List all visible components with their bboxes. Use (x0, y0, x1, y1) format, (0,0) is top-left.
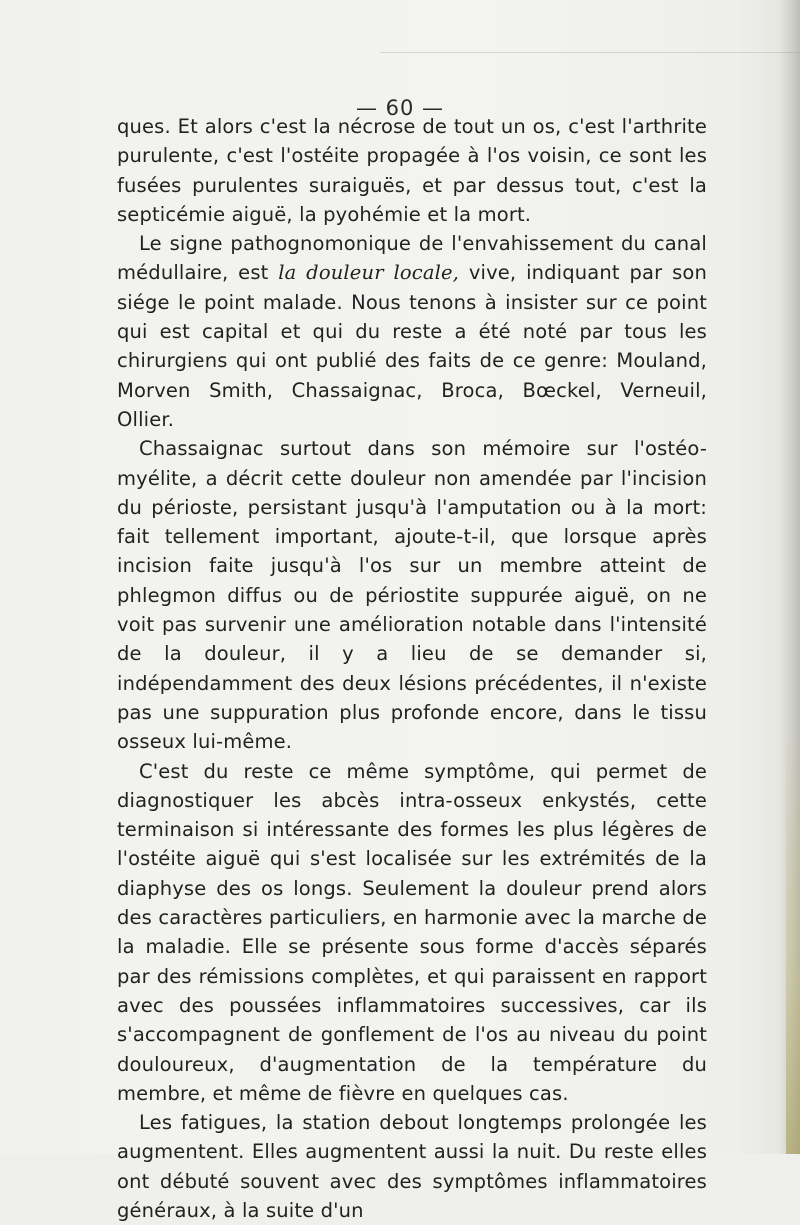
paragraph-5: Les fatigues, la station debout longtemps prolongée les augmentent. Elles augmentent aussi la nuit. Du reste elles ont débuté souvent avec des symptômes inflammatoires généraux, à la suite d'un (117, 1111, 707, 1222)
paragraph-2 (117, 229, 707, 434)
body-text (117, 112, 707, 1225)
page-edge-stain (786, 720, 800, 1154)
emphasis-douleur-locale: la douleur locale, (278, 261, 460, 285)
paragraph-3: Chassaignac surtout dans son mémoire sur l'ostéo-myélite, a décrit cette douleur non amendée par l'incision du périoste, persistant jusqu'à l'amputation ou à la mort: fait tellement important, ajoute-t-il, que lorsque après incision faite jusqu'à l'os sur un membre atteint de phlegmon diffus ou de périostite suppurée aiguë, on ne voit pas survenir une amélioration notable dans l'intensité de la douleur, il y a lieu de se demander si, indépendamment des deux lésions précédentes, il n'existe pas une suppuration plus profonde encore, dans le tissu osseux lui-même. (117, 437, 707, 754)
scan-artifact-line (380, 52, 800, 53)
paragraph-2-before: Le signe pathognomonique de l'envahissement du canal médullaire, est (117, 232, 707, 285)
paragraph-4: C'est du reste ce même symptôme, qui permet de diagnostiquer les abcès intra-osseux enkystés, cette terminaison si intéressante des formes les plus légères de l'ostéite aiguë qui s'est localisée sur les extrémités de la diaphyse des os longs. Seulement la douleur prend alors des caractères particuliers, en harmonie avec la marche de la maladie. Elle se présente sous forme d'accès séparés par des rémissions complètes, et qui paraissent en rapport avec des poussées inflammatoires successives, car ils s'accompagnent de gonflement de l'os au niveau du point douloureux, d'augmentation de la température du membre, et même de fièvre en quelques cas. (117, 759, 707, 1105)
page-number: — 60 — (355, 96, 445, 120)
paragraph-1: ques. Et alors c'est la nécrose de tout un os, c'est l'arthrite purulente, c'est l'ostéite propagée à l'os voisin, ce sont les fusées purulentes suraiguës, et par dessus tout, c'est la septicémie aiguë, la pyohémie et la mort. (117, 115, 707, 226)
paragraph-2-after: vive, indiquant par son siége le point malade. Nous tenons à insister sur ce point qui est capital et qui du reste a été noté par tous les chirurgiens qui ont publié des faits de ce genre: Mouland, Morven Smith, Chassaignac, Broca, Bœckel, Verneuil, Ollier. (117, 261, 707, 431)
